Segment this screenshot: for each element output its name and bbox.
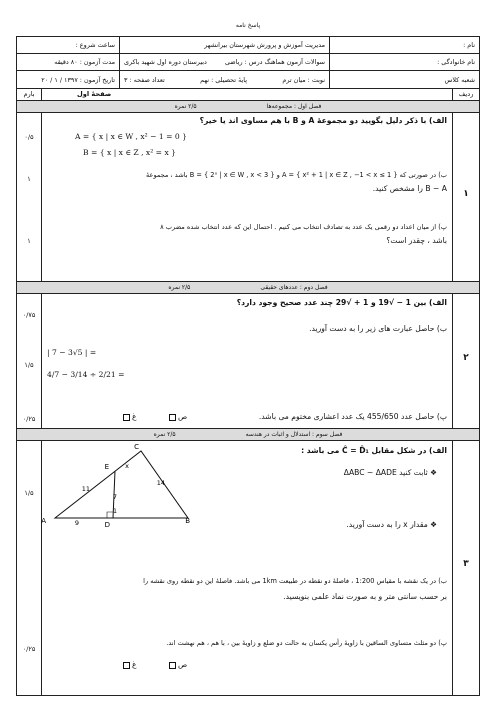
mark-column-divider (41, 89, 42, 695)
row-column-divider (452, 89, 453, 695)
section-1-band (17, 101, 479, 112)
exam-turn: نوبت : میان ترم (282, 75, 325, 84)
label-1: 1 (113, 508, 117, 515)
q1-part-c-line1: پ) از میان اعداد دو رقمی یک عدد به تصادف انتخاب می کنیم . احتمال این که عدد انتخاب شده مضرب ۸ (160, 223, 447, 231)
questions-table (16, 88, 480, 696)
q2-c-mark: ۰/۲۵ (22, 415, 36, 423)
grade-level: پایهٔ تحصیلی : نهم (200, 75, 248, 84)
question-2-number: ۲ (463, 353, 469, 363)
q1-b-mark: ۱ (27, 175, 31, 183)
label-d: D (104, 521, 110, 529)
organization: مدیریت آموزش و پرورش شهرستان بیرانشهر (119, 37, 329, 53)
q3-c-false (121, 659, 137, 671)
q1-set-b: B = { x | x ∈ Z , x² = x } (83, 148, 176, 157)
q1-part-c-line2: باشد ، چقدر است؟ (386, 236, 447, 245)
q3-c-true (167, 659, 187, 671)
q3-part-a: الف) در شکل مقابل Ĉ = D̂₁ می باشد : (301, 446, 447, 455)
q2-c-false (121, 411, 137, 423)
q2-false-label: غ (132, 412, 137, 421)
section-1-title: فصل اول : مجموعه‌ها (266, 103, 322, 110)
col-row-header: ردیف (458, 90, 474, 98)
q2-c-true (167, 411, 187, 423)
question-1-number: ۱ (463, 189, 469, 199)
q2-true-checkbox[interactable] (169, 414, 176, 421)
q1-c-mark: ۱ (27, 237, 31, 245)
section-3-title: فصل سوم : استدلال و اثبات در هندسه (245, 431, 343, 438)
col-mark-header: بارم (23, 90, 35, 98)
label-9: 9 (74, 519, 79, 527)
class-section: شعبه کلاس (329, 71, 479, 88)
section-2-score: ۲/۵ نمره (168, 284, 191, 291)
q2-false-checkbox[interactable] (123, 414, 130, 421)
label-a: A (41, 517, 46, 525)
q3-prove: ❖ ثابت کنید ΔABC ~ ΔADE (343, 468, 437, 477)
q2-b-mark: ۱/۵ (24, 361, 34, 369)
label-x: x (125, 462, 129, 470)
q3-part-b-line2: بر حسب سانتی متر و به صورت نماد علمی بنویسید. (283, 592, 447, 601)
name-field: نام : (329, 37, 479, 53)
q2-part-b: ب) حاصل عبارت های زیر را به دست آورید. (309, 324, 447, 333)
start-time: ساعت شروع : (75, 41, 115, 49)
q3-part-c: پ) دو مثلث متساوی الساقین با زاویهٔ رأس یکسان به حالت دو ضلع و زاویهٔ بین ، با هم ، هم نهشت اند. (166, 639, 447, 647)
header-row-3 (17, 71, 479, 88)
q3-true-label: ص (178, 660, 188, 669)
q3-false-checkbox[interactable] (123, 662, 130, 669)
section-3-band (17, 429, 479, 440)
q3-false-label: غ (132, 660, 137, 669)
section-3-score: ۲/۵ نمره (153, 431, 176, 438)
header-row-2 (17, 54, 479, 71)
q1-part-b-line2: B − A را مشخص کنید. (372, 184, 447, 193)
q3-true-checkbox[interactable] (169, 662, 176, 669)
q3-part-b-line1: ب) در یک نقشه با مقیاس 1:200 ، فاصلهٔ دو نقطه در طبیعت 1km می باشد. فاصلهٔ این دو نقطه روی نقشه را (143, 577, 447, 585)
q2-true-label: ص (178, 412, 188, 421)
right-angle-mark (107, 512, 113, 518)
q3-c-mark: ۰/۲۵ (22, 645, 36, 653)
label-11: 11 (81, 485, 90, 493)
answer-sheet-note: پاسخ نامه (235, 22, 261, 29)
triangle-figure (43, 443, 203, 527)
q2-expression-1: | 7 − 3√5 | = (47, 348, 97, 357)
label-c: C (134, 443, 139, 451)
triangle-abc (55, 451, 188, 518)
section-2-band (17, 282, 479, 293)
question-3-number: ۳ (463, 559, 469, 569)
page-label: صفحهٔ اول (77, 90, 112, 98)
exam-duration: مدت آزمون : ۸۰ دقیقه (54, 58, 115, 66)
q3-find-x-text: مقدار x را به دست آورید. (346, 520, 428, 529)
q1-part-b-line1: ب) در صورتی که A = { x² + 1 | x ∈ Z , −1 < x ≤ 1 } و B = { 2ˣ | x ∈ W , x < 3 } باشد ، مجموعهٔ (145, 171, 447, 179)
q2-expression-2: 4/7 − 3/14 ÷ 2/21 = (47, 370, 125, 379)
page-count: تعداد صفحه : ۳ (124, 75, 165, 84)
label-14: 14 (156, 479, 165, 487)
section-2-title: فصل دوم : عددهای حقیقی (260, 284, 328, 291)
exam-date: تاریخ آزمون : ۱۳۹۷ / ۱ / ۲۰ (41, 75, 115, 84)
section-1-score: ۲/۵ نمره (174, 103, 197, 110)
q1-set-a: A = { x | x ∈ W , x² − 1 = 0 } (75, 132, 187, 141)
q2-part-c: پ) حاصل عدد 455/650 یک عدد اعشاری مختوم می باشد. (258, 412, 447, 421)
label-e: E (104, 463, 109, 471)
q2-a-mark: ۰/۷۵ (22, 311, 36, 319)
q3-a-mark: ۱/۵ (24, 489, 34, 497)
exam-subject: سوالات آزمون هماهنگ درس : ریاضی (224, 58, 325, 66)
family-name-field: نام خانوادگی : (329, 54, 479, 70)
header-row-1 (17, 37, 479, 54)
label-b: B (185, 517, 190, 525)
q3-prove-text: ثابت کنید ΔABC ~ ΔADE (343, 468, 428, 477)
label-7: 7 (112, 493, 117, 501)
q1-part-a: الف) با ذکر دلیل بگویید دو مجموعهٔ A و B با هم مساوی اند یا خیر؟ (199, 116, 447, 125)
q1-a-mark: ۰/۵ (24, 133, 34, 141)
school-name: دبیرستان دوره اول شهید باکری (124, 58, 207, 66)
exam-header (16, 36, 480, 89)
q3-find-x: ❖ مقدار x را به دست آورید. (346, 520, 437, 529)
q2-part-a: الف) بین 1 − √19 و 1 + √29 چند عدد صحیح وجود دارد؟ (236, 298, 447, 307)
